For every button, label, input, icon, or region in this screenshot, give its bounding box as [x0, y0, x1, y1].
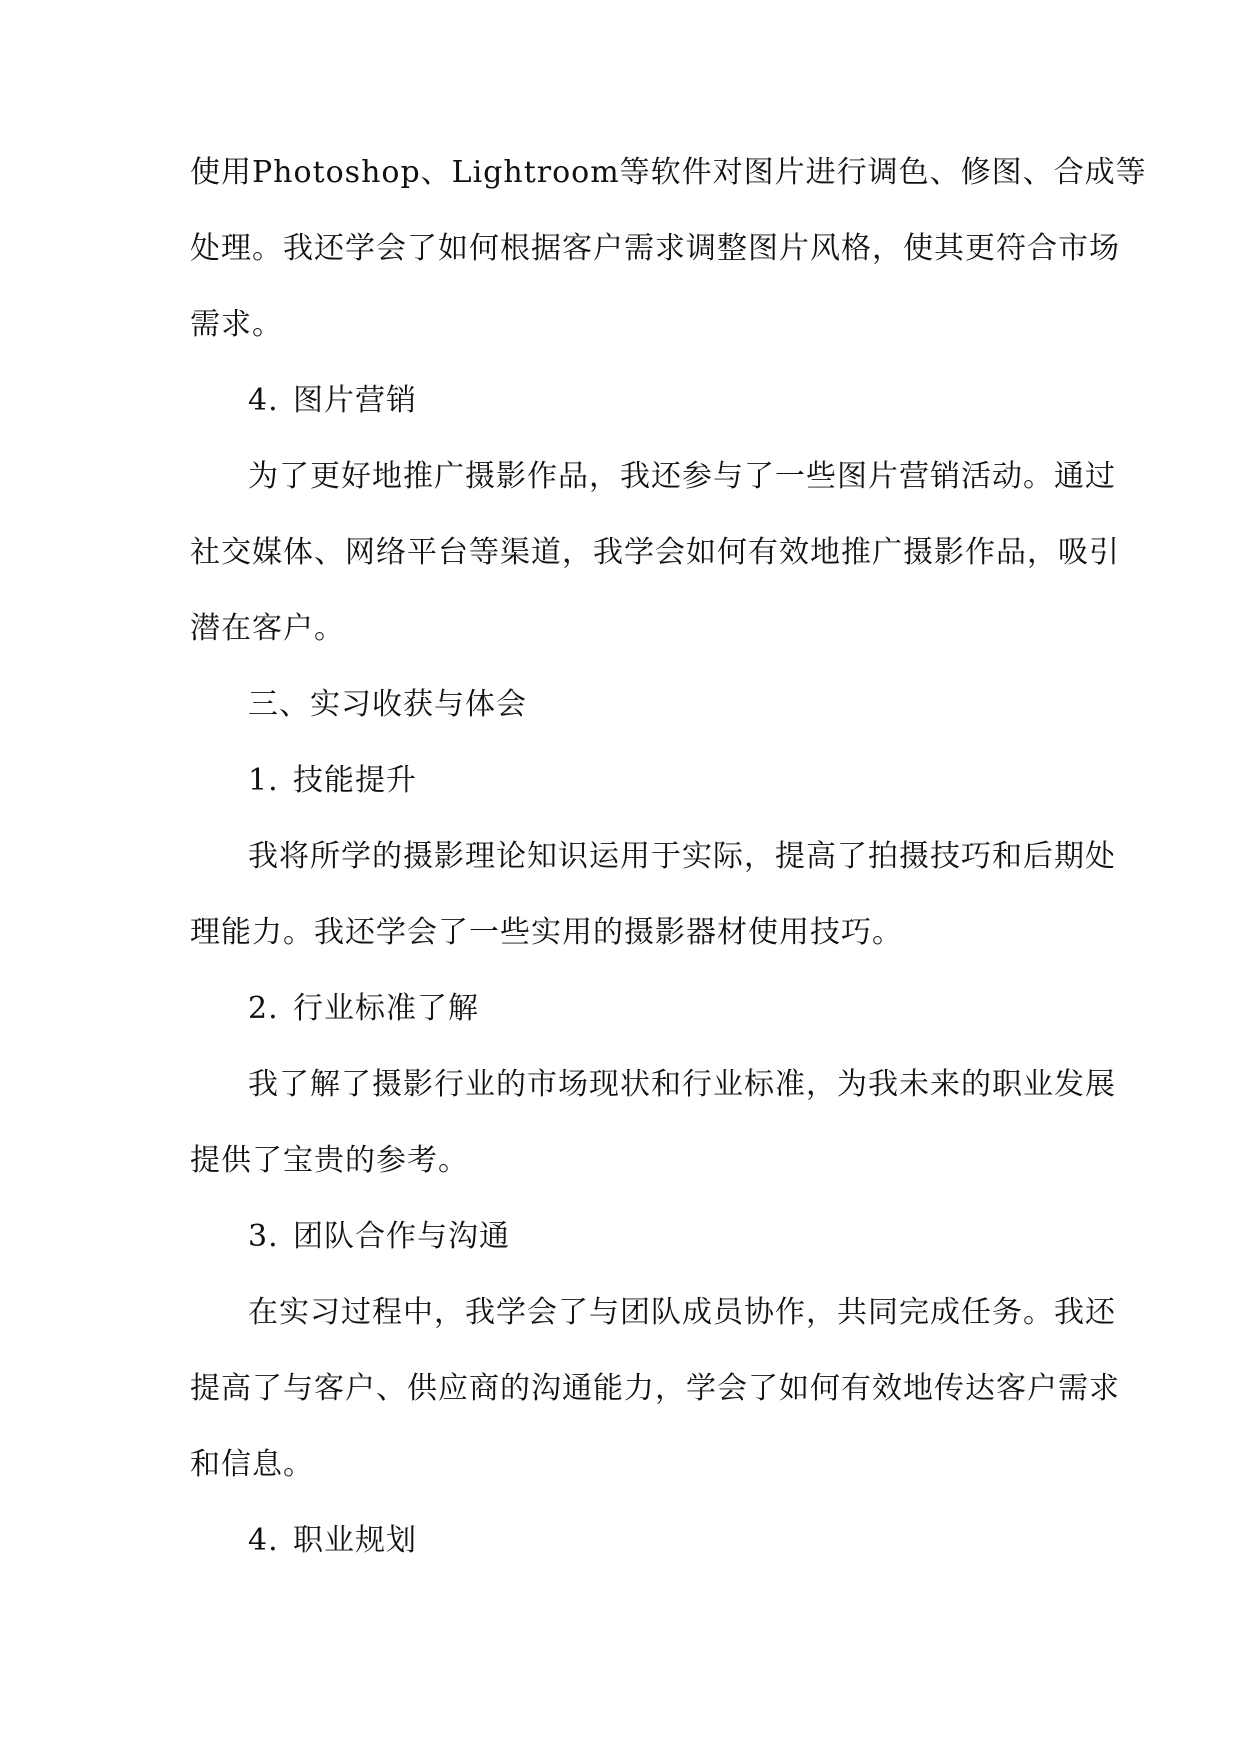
heading-title: 图片营销: [293, 383, 417, 418]
paragraph-line: 社交媒体、网络平台等渠道，我学会如何有效地推广摄影作品，吸引: [190, 535, 1120, 570]
chapter-heading: 三、实习收获与体会: [248, 687, 527, 722]
heading-title: 技能提升: [293, 763, 417, 798]
paragraph-line: 使用Photoshop、Lightroom等软件对图片进行调色、修图、合成等: [190, 155, 1147, 190]
paragraph-line: 在实习过程中，我学会了与团队成员协作，共同完成任务。我还: [248, 1295, 1116, 1330]
paragraph-line: 提供了宝贵的参考。: [190, 1143, 469, 1178]
section-heading-skill-improvement: [248, 761, 417, 801]
section-heading-image-marketing: [248, 381, 417, 421]
paragraph-line: 我将所学的摄影理论知识运用于实际，提高了拍摄技巧和后期处: [248, 839, 1116, 874]
section-heading-teamwork: [248, 1217, 510, 1257]
paragraph-line: 为了更好地推广摄影作品，我还参与了一些图片营销活动。通过: [248, 459, 1116, 494]
section-heading-career-planning: [248, 1521, 417, 1561]
paragraph-line: 需求。: [190, 307, 283, 342]
heading-title: 行业标准了解: [293, 991, 479, 1026]
heading-number: 4.: [248, 383, 279, 418]
paragraph-line: 潜在客户。: [190, 611, 345, 646]
heading-title: 团队合作与沟通: [293, 1219, 510, 1254]
heading-number: 4.: [248, 1523, 279, 1558]
paragraph-line: 和信息。: [190, 1447, 314, 1482]
section-heading-industry-standards: [248, 989, 479, 1029]
heading-title: 职业规划: [293, 1523, 417, 1558]
paragraph-line: 我了解了摄影行业的市场现状和行业标准，为我未来的职业发展: [248, 1067, 1116, 1102]
paragraph-line: 提高了与客户、供应商的沟通能力，学会了如何有效地传达客户需求: [190, 1371, 1120, 1406]
heading-number: 2.: [248, 991, 279, 1026]
paragraph-line: 理能力。我还学会了一些实用的摄影器材使用技巧。: [190, 915, 903, 950]
paragraph-line: 处理。我还学会了如何根据客户需求调整图片风格，使其更符合市场: [190, 231, 1120, 266]
heading-number: 1.: [248, 763, 279, 798]
heading-number: 3.: [248, 1219, 279, 1254]
